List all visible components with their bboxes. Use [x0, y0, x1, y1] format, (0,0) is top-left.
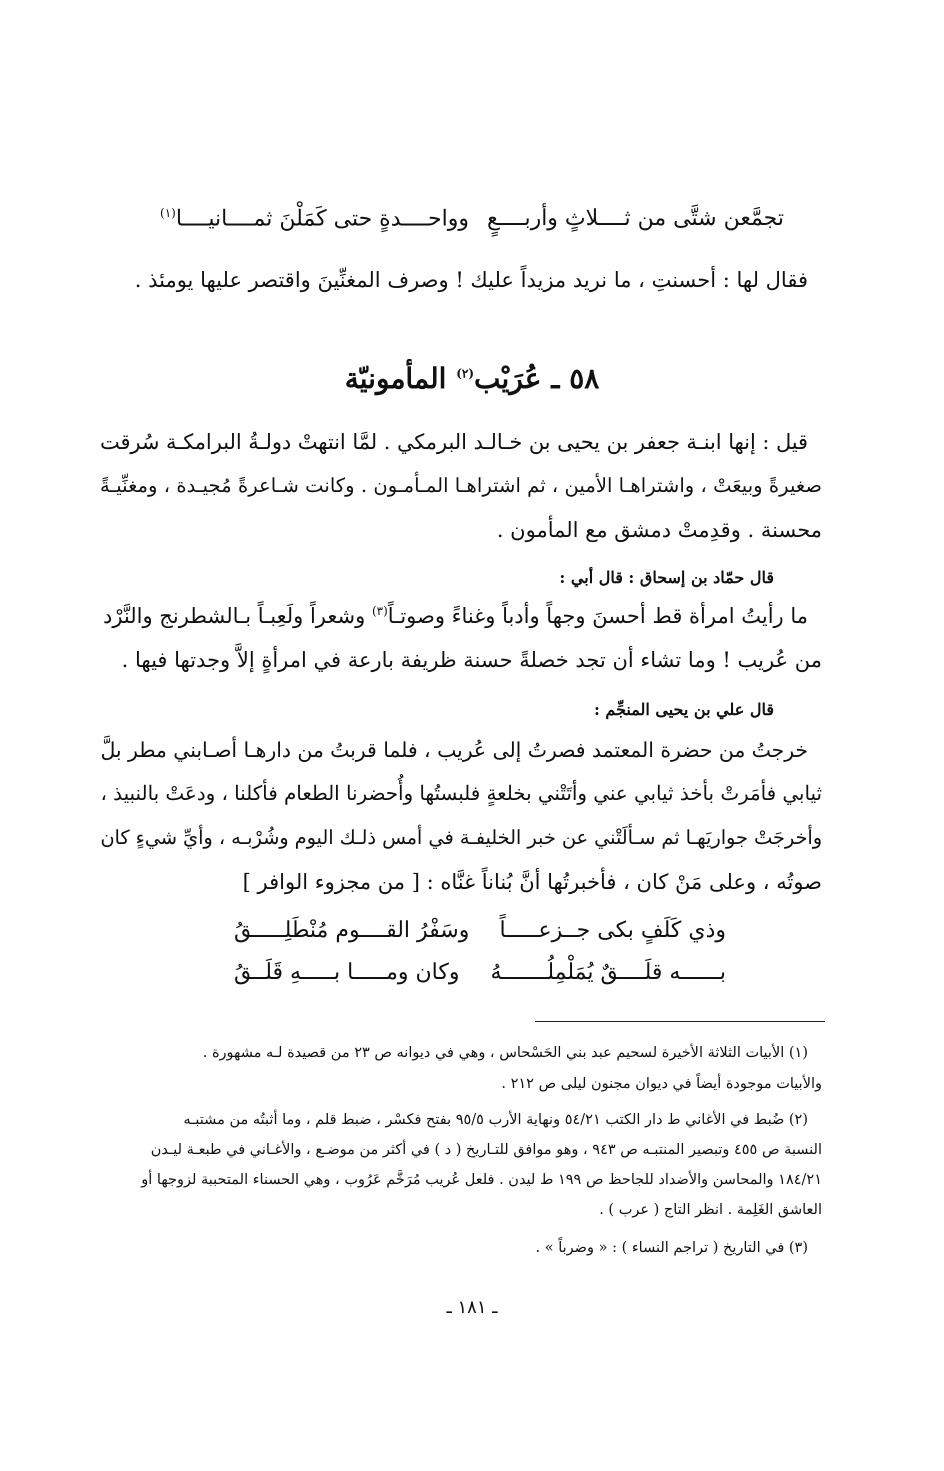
page-number: ـ ١٨١ ـ — [446, 1297, 498, 1318]
paragraph-2-line-1-after: وشعراً ولَعِبـاً بـالشطرنج والنَّرْد — [102, 604, 372, 628]
second-hemistich — [160, 206, 469, 231]
paragraph-1-line-3: محسنة . وقدِمتْ دمشق مع المأمون . — [496, 518, 822, 542]
closing-verse-1-first: وذي كَلَفٍ بكى جــزعـــــاً — [499, 918, 726, 943]
attribution-2: قال علي بن يحيى المنجِّم : — [593, 700, 774, 719]
first-hemistich: تجمَّعن شتَّى من ثــــلاثٍ وأربــــعٍ — [486, 206, 784, 231]
paragraph-1-line-2: صغيرةً وبيعَتْ ، واشتراهـا الأمين ، ثم اشتراهـا المـأمـون . وكانت شـاعرةً مُجيـدة ، ومغنِّيـةً — [100, 474, 822, 497]
footnote-line-4: النسبة ص ٤٥٥ وتبصير المنتبـه ص ٩٤٣ ، وهو موافق للتـاريخ ( د ) في أكثر من موضـع ، والأغـاني في طبعـة ليـدن — [150, 1142, 822, 1158]
footnote-line-3: (٢) ضُبط في الأغاني ط دار الكتب ٥٤/٢١ ونهاية الأرب ٩٥/٥ بفتح فكسْر ، ضبط قلم ، وما أثبتُه من مشتبـه — [183, 1112, 808, 1128]
paragraph-3-line-1: خرجتُ من حضرة المعتمد فصرتُ إلى عُريب ، فلما قربتُ من دارهـا أصـابني مطر بلَّ — [100, 738, 808, 762]
closing-verse-2 — [234, 960, 726, 985]
opening-prose: فقال لها : أحسنتِ ، ما نريد مزيداً عليك ! وصرف المغنِّينَ واقتصر عليها يومئذ . — [134, 268, 808, 292]
footnote-line-6: العاشق الغَلِمة . انظر التاج ( عرب ) . — [599, 1202, 822, 1218]
opening-verse — [160, 206, 784, 231]
footnote-divider — [535, 1021, 825, 1022]
paragraph-3-line-3: وأخرجَتْ جواريَهـا ثم سـألَتْني عن خبر الخليفـة في أمس ذلـك اليوم وشُرْبـه ، وأيِّ شيءٍ كان — [100, 826, 822, 849]
paragraph-2-line-2: من عُريب ! وما تشاء أن تجد خصلةً حسنة ظريفة بارعة في امرأةٍ إلاَّ وجدتها فيها . — [121, 648, 822, 672]
paragraph-3-line-4: صوتُه ، وعلى مَنْ كان ، فأخبرتُها أنَّ بُناناً غنَّاه : [ من مجزوء الوافر ] — [242, 870, 822, 894]
footnote-mark-2: (٢) — [456, 366, 475, 381]
section-heading — [0, 362, 944, 395]
footnote-line-7: (٣) في التاريخ ( تراجم النساء ) : « وضرباً » . — [535, 1240, 808, 1256]
footnote-line-2: والأبيات موجودة أيضاً في ديوان مجنون ليلى ص ٢١٢ . — [501, 1076, 822, 1092]
closing-verse-1 — [234, 918, 726, 943]
second-hemistich-text: وواحــــدةٍ حتى كَمَلْنَ ثمــــانيــــا — [175, 206, 469, 232]
footnote-line-1: (١) الأبيات الثلاثة الأخيرة لسحيم عبد بني الحَسْحاس ، وهي في ديوانه ص ٢٣ من قصيدة لـه مشهورة . — [202, 1045, 808, 1061]
paragraph-1-line-1: قيل : إنها ابنـة جعفر بن يحيى بن خـالـد البرمكي . لمَّا انتهتْ دولـةُ البرامكـة سُرقت — [100, 430, 808, 454]
footnote-mark-3: (٣) — [371, 604, 388, 618]
paragraph-2-line-1-before: ما رأيتُ امرأة قط أحسنَ وجهاً وأدباً وغناءً وصوتـاً — [387, 604, 808, 628]
closing-verse-2-second: وكان ومـــــا بـــــهِ قَلَــقُ — [234, 960, 460, 985]
paragraph-3-line-2: ثيابي فأمَرتْ بأخذ ثيابي عني وأتَتْني بخلعةٍ فلبستُها وأُحضرنا الطعام فأكلنا ، ودعَتْ بالنبيذ ، — [100, 782, 822, 805]
footnote-mark-1: (١) — [160, 206, 176, 220]
footnote-line-5: ١٨٤/٢١ والمحاسن والأضداد للجاحظ ص ١٩٩ ط ليدن . فلعل عُريب مُرَخَّم عَرُوب ، وهي الحسناء المتحببة لزوجها أو — [141, 1172, 822, 1188]
paragraph-2-line-1 — [103, 604, 808, 628]
heading-text: ٥٨ ـ عُرَيْب — [474, 362, 600, 395]
closing-verse-2-first: بــــــه قلَــــقٌ يُمَلْمِلُـــــــهُ — [490, 960, 726, 985]
heading-tail: المأمونيّة — [344, 362, 457, 395]
attribution-1: قال حمّاد بن إسحاق : قال أبي : — [559, 568, 774, 587]
closing-verse-1-second: وسَفْرُ القــــوم مُنْطَلِـــــقُ — [234, 918, 470, 943]
